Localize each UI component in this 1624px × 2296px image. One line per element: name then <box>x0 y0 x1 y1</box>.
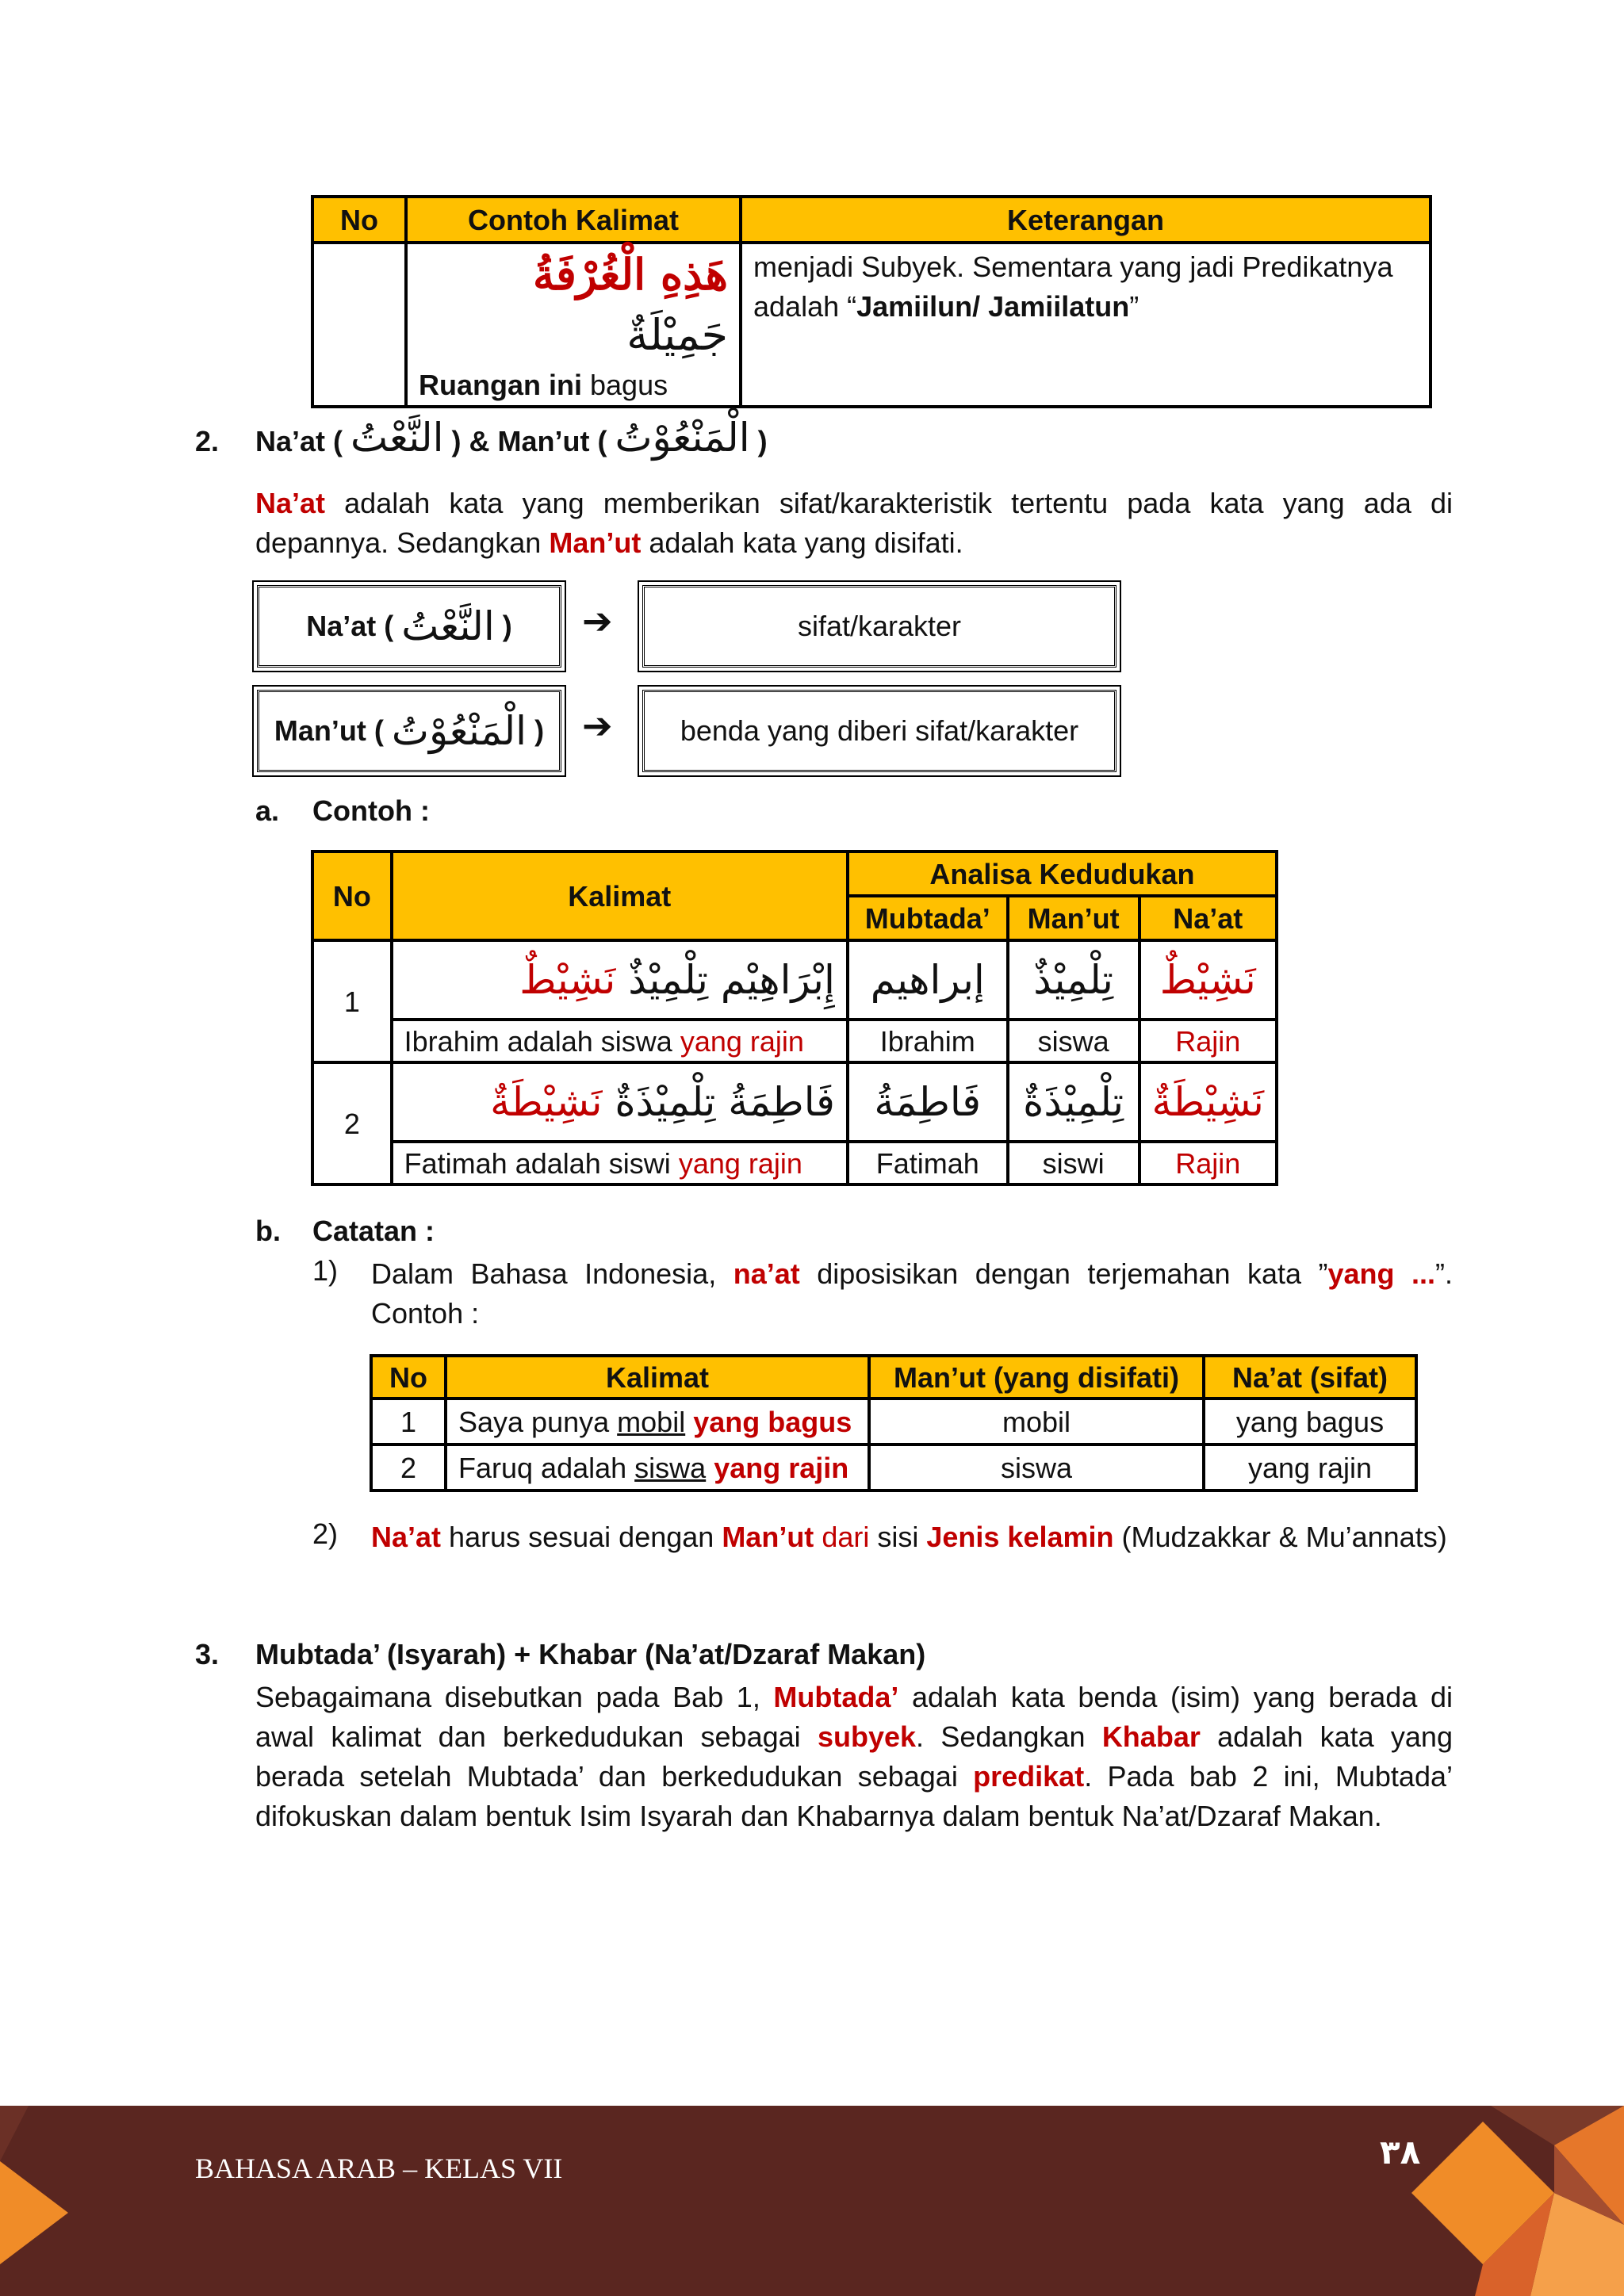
translation: Fatimah adalah siswi yang rajin <box>393 1143 846 1183</box>
table-cell-contoh <box>408 244 739 405</box>
arabic-sentence: إِبْرَاهِيْم تِلْمِيْذٌ نَشِيْطٌ <box>393 942 846 1018</box>
footer-shape <box>0 2106 29 2161</box>
arrow-right-icon: ➔ <box>582 705 613 746</box>
table-header-naat: Na’at (sifat) <box>1205 1357 1415 1397</box>
table-continuation <box>311 195 1432 408</box>
translation: Ibrahim adalah siswa yang rajin <box>393 1021 846 1061</box>
list-label-a: a. <box>255 794 280 827</box>
row-number: 1 <box>314 942 390 1061</box>
table-header-kalimat: Kalimat <box>447 1357 868 1397</box>
list-number-2: 2) <box>312 1517 339 1550</box>
arabic-sentence: هَذِهِ الْغُرْفَةُ جَمِيْلَةٌ <box>533 249 728 360</box>
table-header-analisa: Analisa Kedudukan <box>849 853 1275 894</box>
mubtada-arabic: إبراهيم <box>849 942 1006 1018</box>
catatan-title: Catatan : <box>312 1215 435 1247</box>
table-cell-no: 1 <box>373 1400 444 1443</box>
naat-arabic: نَشِيْطَةٌ <box>1141 1064 1275 1140</box>
contoh-title: Contoh : <box>312 794 430 827</box>
table-analisa <box>311 850 1278 1186</box>
table-cell-no: 2 <box>373 1446 444 1489</box>
section-number-2: 2. <box>195 425 220 457</box>
arabic-sentence: فَاطِمَةُ تِلْمِيْذَةٌ نَشِيْطَةٌ <box>393 1064 846 1140</box>
mubtada-text: Fatimah <box>849 1143 1006 1183</box>
naat-definition: Na’at adalah kata yang memberikan sifat/karakteristik tertentu pada kata yang ada di depannya. Sedangkan Man’ut adalah kata yang disifati. <box>255 487 1453 559</box>
box-naat: Na’at ( النَّعْتُ ) <box>257 585 561 668</box>
table-header-no: No <box>314 198 404 241</box>
footer-title: BAHASA ARAB – KELAS VII <box>195 2152 563 2184</box>
table-header-manut: Man’ut (yang disifati) <box>871 1357 1202 1397</box>
manut-text: siswi <box>1009 1143 1138 1183</box>
table-header-manut: Man’ut <box>1009 897 1138 939</box>
table-header-mubtada: Mubtada’ <box>849 897 1006 939</box>
row-number: 2 <box>314 1064 390 1183</box>
table-catatan <box>370 1354 1418 1492</box>
box-manut: Man’ut ( الْمَنْعُوْتُ ) <box>257 690 561 772</box>
table-header-kalimat: Kalimat <box>393 853 846 939</box>
naat-arabic: نَشِيْطٌ <box>1141 942 1275 1018</box>
table-cell-kalimat: Faruq adalah siswa yang rajin <box>447 1446 868 1489</box>
table-cell-no <box>314 244 404 405</box>
table-header-no: No <box>373 1357 444 1397</box>
section-title-3: Mubtada’ (Isyarah) + Khabar (Na’at/Dzaraf Makan) <box>255 1638 926 1670</box>
section-title-2: Na’at ( النَّعْتُ ) & Man’ut ( الْمَنْعُوْتُ ) <box>255 415 768 461</box>
naat-text: Rajin <box>1141 1143 1275 1183</box>
manut-text: siswa <box>1009 1021 1138 1061</box>
catatan-item-2: Na’at harus sesuai dengan Man’ut dari sisi Jenis kelamin (Mudzakkar & Mu’annats) <box>371 1521 1447 1553</box>
table-cell-naat: yang rajin <box>1205 1446 1415 1489</box>
footer-triangle <box>0 2161 68 2264</box>
mubtada-arabic: فَاطِمَةُ <box>849 1064 1006 1140</box>
table-cell-manut: siswa <box>871 1446 1202 1489</box>
table-header-contoh-kalimat: Contoh Kalimat <box>408 198 739 241</box>
translation: Ruangan ini bagus <box>419 369 668 401</box>
box-benda: benda yang diberi sifat/karakter <box>642 690 1116 772</box>
page-footer <box>0 2106 1624 2296</box>
table-header-naat: Na’at <box>1141 897 1275 939</box>
list-label-b: b. <box>255 1215 281 1247</box>
table-cell-manut: mobil <box>871 1400 1202 1443</box>
mubtada-text: Ibrahim <box>849 1021 1006 1061</box>
table-header-no: No <box>314 853 390 939</box>
page-number: ٣٨ <box>1380 2133 1421 2172</box>
mubtada-khabar-paragraph: Sebagaimana disebutkan pada Bab 1, Mubtada’ adalah kata benda (isim) yang berada di awal kalimat dan berkedudukan sebagai subyek. Sedangkan Khabar adalah kata yang berada setelah Mubtada’ dan berkedudukan sebagai predikat. Pada bab 2 ini, Mubtada’ difokuskan dalam bentuk Isim Isyarah dan Khabarnya dalam bentuk Na’at/Dzaraf Makan. <box>255 1681 1453 1832</box>
table-cell-naat: yang bagus <box>1205 1400 1415 1443</box>
section-number-3: 3. <box>195 1638 220 1670</box>
manut-arabic: تِلْمِيْذَةٌ <box>1009 1064 1138 1140</box>
box-sifat: sifat/karakter <box>642 585 1116 668</box>
table-cell-kalimat: Saya punya mobil yang bagus <box>447 1400 868 1443</box>
list-number-1: 1) <box>312 1254 339 1287</box>
naat-text: Rajin <box>1141 1021 1275 1061</box>
arrow-right-icon: ➔ <box>582 600 613 641</box>
manut-arabic: تِلْمِيْذٌ <box>1009 942 1138 1018</box>
table-header-keterangan: Keterangan <box>742 198 1429 241</box>
catatan-item-1: Dalam Bahasa Indonesia, na’at diposisikan dengan terjemahan kata ”yang ...”. Contoh : <box>371 1257 1454 1330</box>
table-cell-keterangan: menjadi Subyek. Sementara yang jadi Predikatnya adalah “Jamiilun/ Jamiilatun” <box>742 244 1429 405</box>
